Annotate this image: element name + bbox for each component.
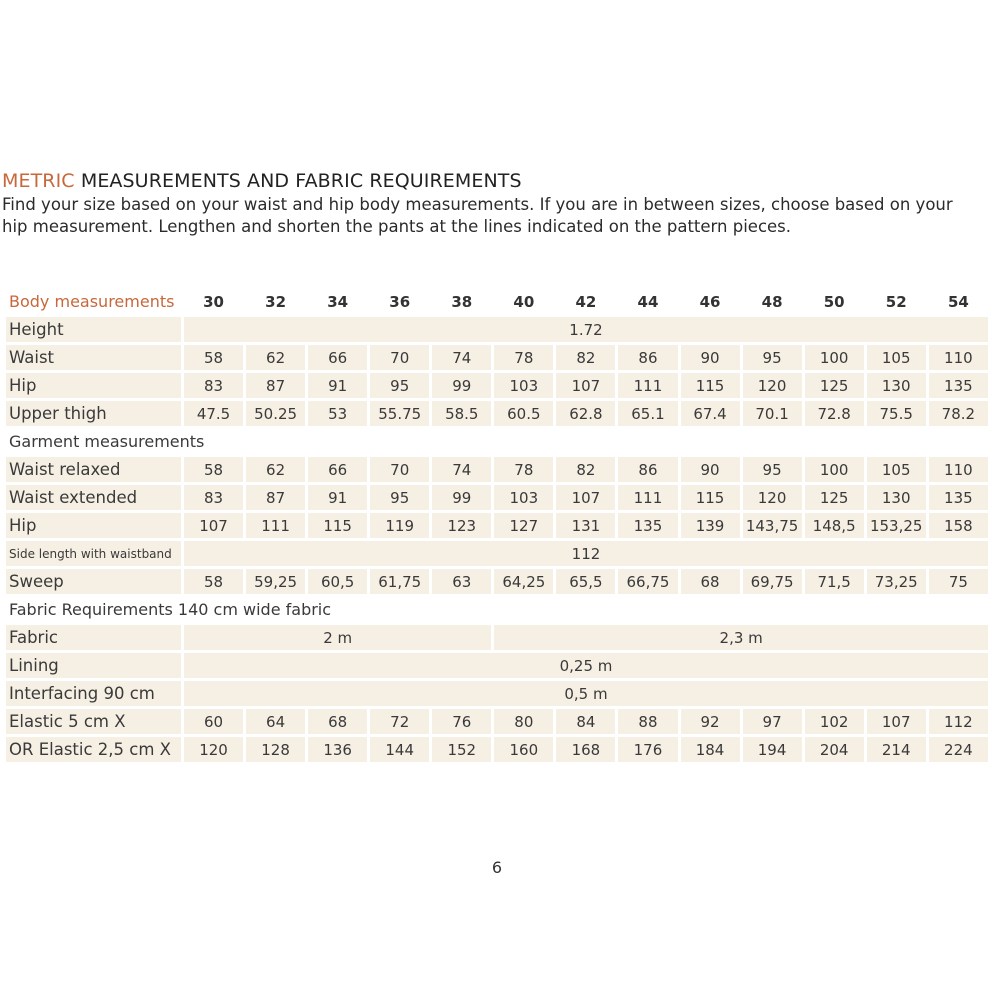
value-cell: 66,75 [618, 569, 677, 594]
value-cell: 55.75 [370, 401, 429, 426]
value-cell: 111 [246, 513, 305, 538]
value-cell: 125 [805, 373, 864, 398]
value-cell: 62 [246, 457, 305, 482]
value-cell: 91 [308, 373, 367, 398]
size-header: 48 [761, 292, 783, 311]
value-cell: 120 [743, 373, 802, 398]
value-cell: 143,75 [743, 513, 802, 538]
page-number: 6 [491, 858, 503, 877]
value-cell: 82 [556, 457, 615, 482]
table-row [6, 513, 988, 538]
value-cell: 153,25 [867, 513, 926, 538]
value-cell: 90 [681, 345, 740, 370]
value-cell: 67.4 [681, 401, 740, 426]
value-cell: 130 [867, 373, 926, 398]
value-cell: 75.5 [867, 401, 926, 426]
value-cell: 99 [432, 373, 491, 398]
value-cell: 61,75 [370, 569, 429, 594]
row-label: Sweep [6, 569, 181, 594]
value-cell: 99 [432, 485, 491, 510]
value-cell: 74 [432, 457, 491, 482]
merged-value-cell: 2,3 m [494, 625, 988, 650]
table-row [6, 541, 988, 566]
value-cell: 87 [246, 485, 305, 510]
merged-value-cell: 1.72 [184, 317, 988, 342]
value-cell: 127 [494, 513, 553, 538]
value-cell: 60.5 [494, 401, 553, 426]
value-cell: 115 [681, 485, 740, 510]
value-cell: 58 [184, 457, 243, 482]
value-cell: 135 [929, 373, 988, 398]
row-label: Waist [6, 345, 181, 370]
table-row [6, 625, 988, 650]
value-cell: 95 [743, 345, 802, 370]
value-cell: 158 [929, 513, 988, 538]
row-label: Height [6, 317, 181, 342]
value-cell: 62.8 [556, 401, 615, 426]
value-cell: 139 [681, 513, 740, 538]
value-cell: 68 [681, 569, 740, 594]
value-cell: 83 [184, 485, 243, 510]
value-cell: 82 [556, 345, 615, 370]
value-cell: 105 [867, 457, 926, 482]
table-row [6, 457, 988, 482]
value-cell: 63 [432, 569, 491, 594]
value-cell: 135 [929, 485, 988, 510]
value-cell: 76 [432, 709, 491, 734]
value-cell: 130 [867, 485, 926, 510]
value-cell: 58 [184, 345, 243, 370]
size-header: 54 [947, 292, 969, 311]
value-cell: 80 [494, 709, 553, 734]
title-rest: MEASUREMENTS AND FABRIC REQUIREMENTS [74, 170, 522, 192]
table-row [6, 569, 988, 594]
value-cell: 90 [681, 457, 740, 482]
size-header: 46 [699, 292, 721, 311]
table-row [6, 709, 988, 734]
table-row [6, 737, 988, 762]
row-label: Waist extended [6, 485, 181, 510]
value-cell: 176 [618, 737, 677, 762]
size-header: 38 [451, 292, 473, 311]
row-label: Elastic 5 cm X [6, 709, 181, 734]
merged-value-cell: 0,5 m [184, 681, 988, 706]
value-cell: 65.1 [618, 401, 677, 426]
value-cell: 71,5 [805, 569, 864, 594]
value-cell: 83 [184, 373, 243, 398]
value-cell: 91 [308, 485, 367, 510]
value-cell: 64,25 [494, 569, 553, 594]
table-row [6, 485, 988, 510]
section-row [6, 429, 988, 454]
value-cell: 135 [618, 513, 677, 538]
title-accent: METRIC [2, 170, 75, 192]
value-cell: 92 [681, 709, 740, 734]
value-cell: 95 [743, 457, 802, 482]
value-cell: 105 [867, 345, 926, 370]
value-cell: 95 [370, 485, 429, 510]
value-cell: 70 [370, 457, 429, 482]
size-chart-table [3, 286, 991, 765]
value-cell: 115 [308, 513, 367, 538]
value-cell: 86 [618, 345, 677, 370]
value-cell: 100 [805, 457, 864, 482]
value-cell: 59,25 [246, 569, 305, 594]
value-cell: 74 [432, 345, 491, 370]
value-cell: 168 [556, 737, 615, 762]
value-cell: 125 [805, 485, 864, 510]
value-cell: 47.5 [184, 401, 243, 426]
value-cell: 107 [184, 513, 243, 538]
value-cell: 103 [494, 373, 553, 398]
value-cell: 84 [556, 709, 615, 734]
value-cell: 60,5 [308, 569, 367, 594]
value-cell: 111 [618, 373, 677, 398]
table-row [6, 317, 988, 342]
size-header: 50 [823, 292, 845, 311]
size-header: 40 [513, 292, 535, 311]
value-cell: 58 [184, 569, 243, 594]
row-label: OR Elastic 2,5 cm X [6, 737, 181, 762]
value-cell: 68 [308, 709, 367, 734]
value-cell: 97 [743, 709, 802, 734]
value-cell: 95 [370, 373, 429, 398]
section-label: Garment measurements [9, 432, 205, 451]
row-label: Lining [6, 653, 181, 678]
value-cell: 78 [494, 345, 553, 370]
body-measurements-header: Body measurements [9, 292, 175, 311]
value-cell: 87 [246, 373, 305, 398]
value-cell: 66 [308, 345, 367, 370]
value-cell: 69,75 [743, 569, 802, 594]
value-cell: 128 [246, 737, 305, 762]
table-row [6, 653, 988, 678]
value-cell: 120 [743, 485, 802, 510]
value-cell: 86 [618, 457, 677, 482]
value-cell: 110 [929, 345, 988, 370]
row-label: Side length with waistband [6, 541, 181, 566]
value-cell: 102 [805, 709, 864, 734]
value-cell: 224 [929, 737, 988, 762]
value-cell: 112 [929, 709, 988, 734]
value-cell: 160 [494, 737, 553, 762]
value-cell: 88 [618, 709, 677, 734]
value-cell: 148,5 [805, 513, 864, 538]
value-cell: 100 [805, 345, 864, 370]
size-header: 32 [265, 292, 287, 311]
value-cell: 53 [308, 401, 367, 426]
value-cell: 120 [184, 737, 243, 762]
size-header: 42 [575, 292, 597, 311]
merged-value-cell: 2 m [184, 625, 491, 650]
value-cell: 152 [432, 737, 491, 762]
merged-value-cell: 112 [184, 541, 988, 566]
value-cell: 131 [556, 513, 615, 538]
value-cell: 66 [308, 457, 367, 482]
value-cell: 184 [681, 737, 740, 762]
size-header: 44 [637, 292, 659, 311]
section-row [6, 597, 988, 622]
value-cell: 60 [184, 709, 243, 734]
value-cell: 72.8 [805, 401, 864, 426]
size-header: 52 [885, 292, 907, 311]
value-cell: 123 [432, 513, 491, 538]
value-cell: 70 [370, 345, 429, 370]
value-cell: 70.1 [743, 401, 802, 426]
section-label: Fabric Requirements 140 cm wide fabric [9, 600, 332, 619]
table-row [6, 373, 988, 398]
value-cell: 204 [805, 737, 864, 762]
value-cell: 107 [556, 485, 615, 510]
intro-paragraph: Find your size based on your waist and hip body measurements. If you are in between sizes, choose based on your hip measurement. Lengthen and shorten the pants at the lines indicated on the pattern pieces. [2, 195, 953, 236]
row-label: Upper thigh [6, 401, 181, 426]
value-cell: 107 [867, 709, 926, 734]
value-cell: 65,5 [556, 569, 615, 594]
row-label: Hip [6, 513, 181, 538]
table-row [6, 681, 988, 706]
value-cell: 194 [743, 737, 802, 762]
value-cell: 136 [308, 737, 367, 762]
value-cell: 103 [494, 485, 553, 510]
value-cell: 115 [681, 373, 740, 398]
row-label: Fabric [6, 625, 181, 650]
header-row [6, 289, 988, 314]
value-cell: 111 [618, 485, 677, 510]
value-cell: 50.25 [246, 401, 305, 426]
row-label: Interfacing 90 cm [6, 681, 181, 706]
table-row [6, 401, 988, 426]
value-cell: 58.5 [432, 401, 491, 426]
value-cell: 107 [556, 373, 615, 398]
row-label: Hip [6, 373, 181, 398]
value-cell: 75 [929, 569, 988, 594]
size-header: 36 [389, 292, 411, 311]
value-cell: 214 [867, 737, 926, 762]
value-cell: 78.2 [929, 401, 988, 426]
merged-value-cell: 0,25 m [184, 653, 988, 678]
value-cell: 78 [494, 457, 553, 482]
row-label: Waist relaxed [6, 457, 181, 482]
value-cell: 62 [246, 345, 305, 370]
value-cell: 119 [370, 513, 429, 538]
size-header: 30 [203, 292, 224, 311]
size-header: 34 [327, 292, 349, 311]
table-row [6, 345, 988, 370]
page-title [2, 170, 522, 192]
value-cell: 144 [370, 737, 429, 762]
value-cell: 110 [929, 457, 988, 482]
value-cell: 73,25 [867, 569, 926, 594]
value-cell: 72 [370, 709, 429, 734]
value-cell: 64 [246, 709, 305, 734]
